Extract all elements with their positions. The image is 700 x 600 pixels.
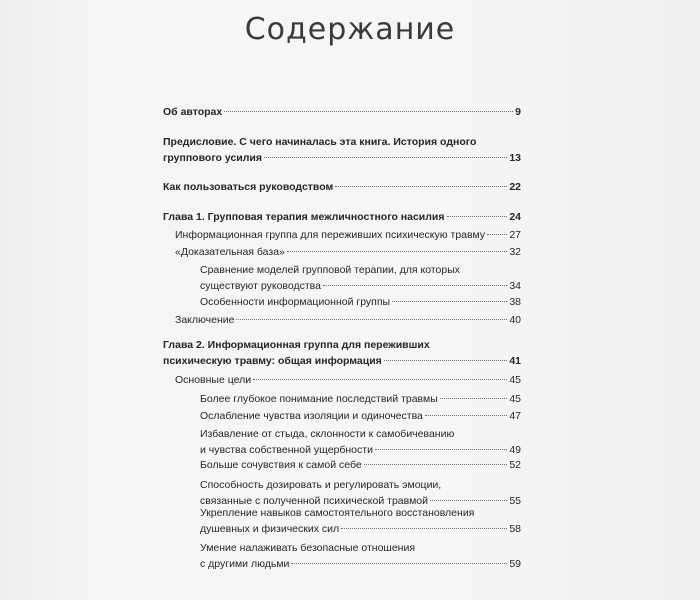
toc-entry-title: психическую травму: общая информация — [163, 355, 382, 367]
toc-entry-title: Умение налаживать безопасные отношения — [200, 542, 416, 554]
toc-entry-title: Особенности информационной группы — [200, 296, 391, 308]
toc-entry-line — [200, 278, 521, 294]
dot-leader — [341, 528, 507, 529]
dot-leader — [487, 234, 507, 235]
toc-entry-line — [175, 244, 521, 260]
toc-page-number: 41 — [509, 355, 521, 367]
toc-entry-line — [200, 262, 521, 278]
toc-entry-title: Избавление от стыда, склонности к самобичеванию — [200, 428, 455, 440]
dot-leader — [236, 319, 507, 320]
toc-entry-line — [200, 391, 521, 407]
toc-entry-title: с другими людьми — [200, 558, 290, 570]
dot-leader — [264, 157, 507, 158]
toc-entry-title: существуют руководства — [200, 280, 321, 292]
toc-entry-title: душевных и физических сил — [200, 523, 340, 535]
toc-entry-section — [175, 244, 521, 260]
toc-page-number: 45 — [509, 374, 521, 386]
toc-entry-subsection — [200, 294, 521, 310]
dot-leader — [253, 379, 507, 380]
dot-leader — [440, 398, 508, 399]
toc-entry-line — [200, 477, 521, 493]
toc-entry-title: Глава 1. Групповая терапия межличностного насилия — [163, 211, 445, 223]
toc-page-number: 34 — [509, 280, 521, 292]
toc-entry-line — [200, 521, 521, 537]
toc-entry-title: Укрепление навыков самостоятельного восстановления — [200, 507, 475, 519]
toc-page-number: 58 — [509, 523, 521, 535]
toc-entry-title: группового усилия — [163, 152, 263, 164]
toc-page-number: 55 — [509, 495, 521, 507]
toc-entry-subsection — [200, 457, 521, 473]
page-title: Содержание — [244, 12, 456, 47]
toc-entry-line — [200, 294, 521, 310]
toc-entry-line — [175, 227, 521, 243]
dot-leader — [335, 186, 507, 187]
toc-entry-title: Как пользоваться руководством — [163, 181, 334, 193]
toc-page-number: 47 — [509, 410, 521, 422]
toc-page-number: 52 — [509, 459, 521, 471]
toc-entry-title: Более глубокое понимание последствий травмы — [200, 393, 438, 405]
toc-entry-chapter — [163, 179, 521, 195]
toc-page-number: 27 — [509, 229, 521, 241]
toc-entry-line — [200, 408, 521, 424]
toc-entry-chapter — [163, 104, 521, 120]
toc-entry-line — [200, 442, 521, 458]
toc-entry-subsection — [200, 505, 521, 537]
toc-entry-subsection — [200, 426, 521, 458]
toc-entry-chapter — [163, 134, 521, 166]
toc-entry-line — [200, 457, 521, 473]
toc-entry-title: Сравнение моделей групповой терапии, для которых — [200, 264, 460, 276]
toc-entry-line — [163, 134, 521, 150]
toc-entry-line — [200, 426, 521, 442]
toc-entry-subsection — [200, 540, 521, 572]
dot-leader — [224, 111, 513, 112]
toc-entry-line — [200, 540, 521, 556]
dot-leader — [425, 415, 507, 416]
toc-entry-title: Предисловие. С чего начиналась эта книга. История одного — [163, 136, 477, 148]
toc-page-number: 38 — [509, 296, 521, 308]
toc-entry-chapter — [163, 337, 521, 369]
toc-entry-title: Заключение — [175, 314, 235, 326]
toc-entry-line — [200, 556, 521, 572]
toc-entry-subsection — [200, 391, 521, 407]
toc-page-number: 9 — [515, 106, 521, 118]
dot-leader — [392, 301, 507, 302]
toc-page-number: 32 — [509, 246, 521, 258]
toc-entry-title: и чувства собственной ущербности — [200, 444, 373, 456]
toc-entry-title: Ослабление чувства изоляции и одиночества — [200, 410, 423, 422]
toc-entry-title: Основные цели — [175, 374, 252, 386]
toc-page-number: 45 — [509, 393, 521, 405]
toc-entry-title: Глава 2. Информационная группа для переживших — [163, 339, 430, 351]
dot-leader — [430, 500, 507, 501]
dot-leader — [384, 360, 507, 361]
dot-leader — [375, 449, 507, 450]
toc-page-number: 59 — [509, 558, 521, 570]
toc-entry-title: Больше сочувствия к самой себе — [200, 459, 362, 471]
toc-page-number: 40 — [509, 314, 521, 326]
toc-entry-section — [175, 227, 521, 243]
toc-entry-line — [163, 209, 521, 225]
dot-leader — [323, 285, 507, 286]
toc-entry-line — [163, 337, 521, 353]
toc-entry-line — [163, 179, 521, 195]
toc-page-number: 24 — [509, 211, 521, 223]
toc-entry-subsection — [200, 262, 521, 294]
toc-page-number: 13 — [509, 152, 521, 164]
toc-entry-title: Об авторах — [163, 106, 223, 118]
toc-entry-title: «Доказательная база» — [175, 246, 285, 258]
toc-entry-subsection — [200, 408, 521, 424]
dot-leader — [364, 464, 508, 465]
toc-entry-title: Информационная группа для переживших психическую травму — [175, 229, 486, 241]
toc-entry-line — [163, 150, 521, 166]
toc-entry-title: связанные с полученной психической травмой — [200, 495, 429, 507]
toc-page-number: 49 — [509, 444, 521, 456]
toc-entry-title: Способность дозировать и регулировать эмоции, — [200, 479, 442, 491]
dot-leader — [291, 563, 507, 564]
toc-entry-section — [175, 312, 521, 328]
toc-entry-chapter — [163, 209, 521, 225]
toc-page-number: 22 — [509, 181, 521, 193]
toc-entry-line — [163, 104, 521, 120]
dot-leader — [287, 251, 507, 252]
toc-entry-line — [200, 505, 521, 521]
dot-leader — [447, 216, 508, 217]
toc-entry-line — [175, 312, 521, 328]
toc-entry-section — [175, 372, 521, 388]
toc-entry-line — [175, 372, 521, 388]
toc-entry-line — [163, 353, 521, 369]
